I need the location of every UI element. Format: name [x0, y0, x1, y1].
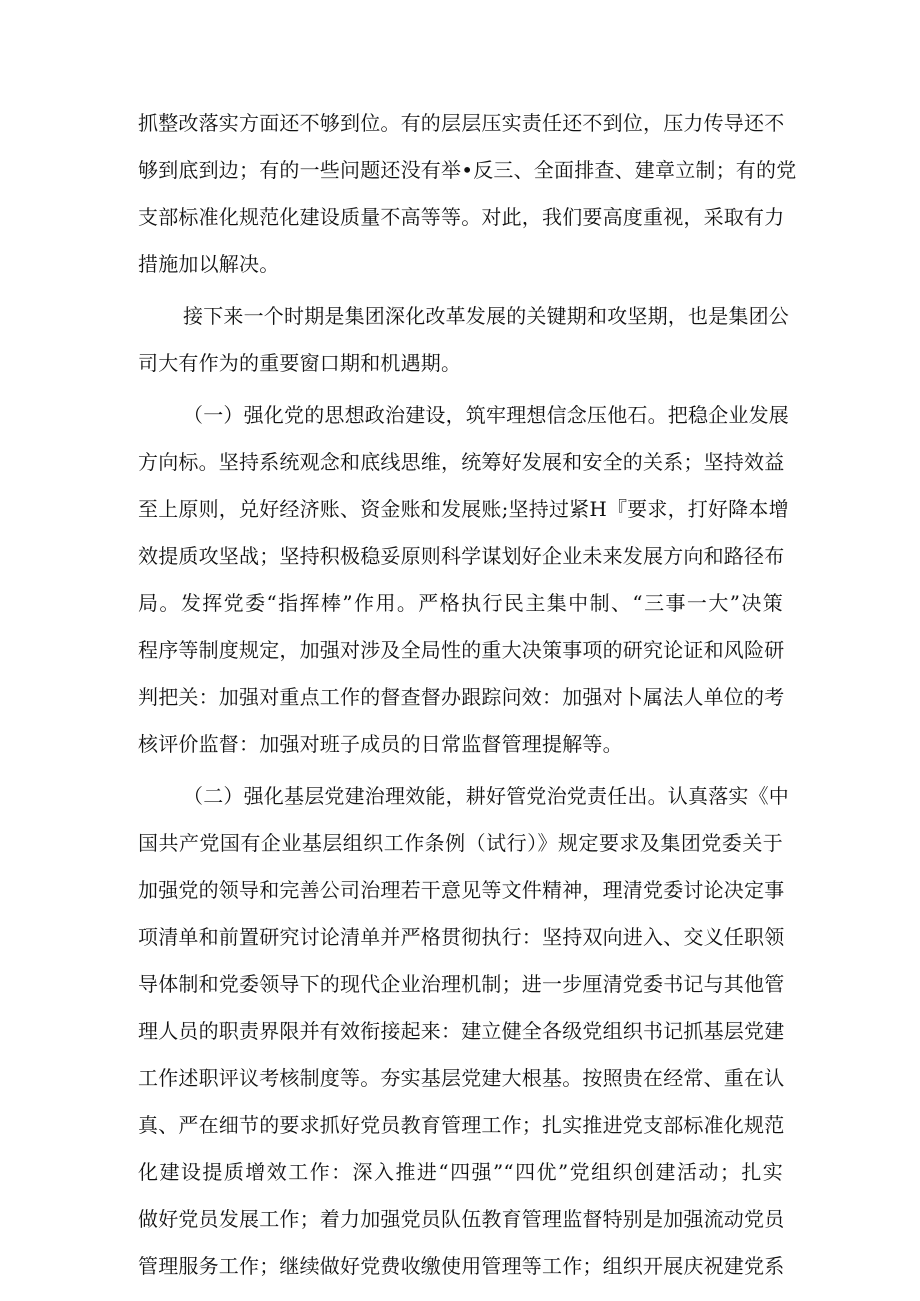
- text-line: 加强党的领导和完善公司治理若干意见等文件精神，理清党委讨论决定事: [138, 878, 785, 902]
- text-line: 国共产党国有企业基层组织工作条例（试行）》规定要求及集团党委关于: [138, 831, 783, 855]
- text-line: 程序等制度规定，加强对涉及全局性的重大决策事项的研究论证和风险研: [138, 638, 785, 662]
- text-line: 支部标准化规范化建设质量不高等等。对此，我们要高度重视，采取有力: [138, 205, 785, 229]
- text-line: （二）强化基层党建治理效能，耕好管党治党责任出。认真落实《中: [183, 784, 789, 808]
- text-line: 化建设提质增效工作：深入推进“四强”“四优”党组织创建活动；扎实: [138, 1160, 783, 1184]
- text-line: 管理服务工作；继续做好党费收缴使用管理等工作；组织开展庆祝建党系: [138, 1254, 785, 1278]
- text-line: 做好党员发展工作；着力加强党员队伍教育管理监督特别是加强流动党员: [138, 1207, 785, 1231]
- text-line: 理人员的职责界限并有效衔接起来：建立健全各级党组织书记抓基层党建: [138, 1019, 785, 1043]
- text-line: 司大有作为的重要窗口期和机遇期。: [138, 351, 462, 375]
- text-line: 局。发挥党委“指挥棒”作用。严格执行民主集中制、“三事一大”决策: [138, 591, 783, 615]
- text-line: 核评价监督：加强对班子成员的日常监督管理提解等。: [138, 732, 623, 756]
- text-line: 导体制和党委领导下的现代企业治理机制；进一步厘清党委书记与其他管: [138, 972, 785, 996]
- text-line: 够到底到边；有的一些问题还没有举•反三、全面排查、建章立制；有的党: [138, 158, 797, 182]
- text-line: 接下来一个时期是集团深化改革发展的关键期和攻坚期，也是集团公: [183, 304, 789, 328]
- text-line: 至上原则，兑好经济账、资金账和发展账;坚持过紧H『要求，打好降本增: [138, 497, 789, 521]
- text-line: 措施加以解决。: [138, 252, 280, 276]
- text-line: 判把关：加强对重点工作的督查督办跟踪问效：加强对卜属法人单位的考: [138, 685, 785, 709]
- text-line: （一）强化党的思想政治建设，筑牢理想信念压他石。把稳企业发展: [183, 403, 789, 427]
- text-line: 真、严在细节的要求抓好党员教育管理工作；扎实推进党支部标准化规范: [138, 1113, 785, 1137]
- text-line: 效提质攻坚战；坚持积极稳妥原则科学谋划好企业未来发展方向和路径布: [138, 544, 785, 568]
- text-line: 抓整改落实方面还不够到位。有的层层压实责任还不到位，压力传导还不: [138, 111, 785, 135]
- text-line: 方向标。坚持系统观念和底线思维，统筹好发展和安全的关系；坚持效益: [138, 450, 785, 474]
- text-line: 项清单和前置研究讨论清单并严格贯彻执行：坚持双向进入、交义任职领: [138, 925, 785, 949]
- text-line: 工作述职评议考核制度等。夯实基层党建大根基。按照贵在经常、重在认: [138, 1066, 785, 1090]
